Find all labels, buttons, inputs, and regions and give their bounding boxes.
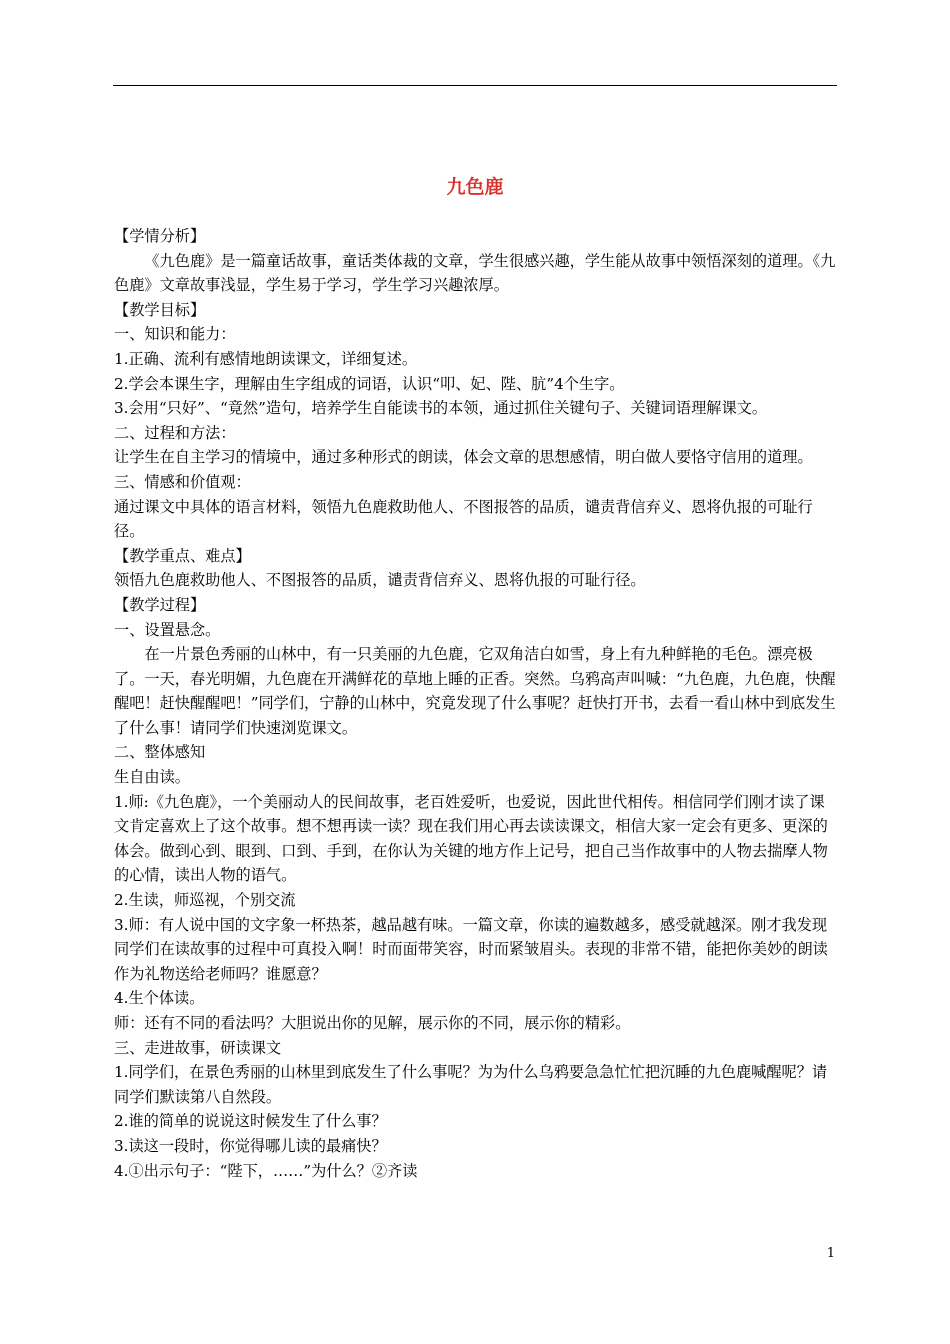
paragraph: 2.谁的简单的说说这时候发生了什么事？ <box>114 1112 387 1131</box>
document-title: 九色鹿 <box>446 176 504 198</box>
paragraph: 领悟九色鹿救助他人、不图报答的品质，谴责背信弃义、恩将仇报的可耻行径。 <box>114 571 646 590</box>
paragraph: 《九色鹿》是一篇童话故事，童话类体裁的文章，学生很感兴趣，学生能从故事中领悟深刻的道理。《九色鹿》文章故事浅显，学生易于学习，学生学习兴趣浓厚。 <box>114 251 836 295</box>
page-number: 1 <box>826 1246 835 1261</box>
paragraph: 3.会用“只好”、“竟然”造句，培养学生自能读书的本领，通过抓住关键句子、关键词语理解课文。 <box>114 399 768 418</box>
header-rule <box>113 85 837 86</box>
document-body <box>114 224 838 1183</box>
paragraph: 1.同学们，在景色秀丽的山林里到底发生了什么事呢？为为什么乌鸦要急急忙忙把沉睡的九色鹿喊醒呢？请同学们默读第八自然段。 <box>114 1063 828 1106</box>
paragraph: 4.①出示句子：“陛下，……”为什么？②齐读 <box>114 1161 418 1180</box>
paragraph: 1.师:《九色鹿》，一个美丽动人的民间故事，老百姓爱听，也爱说，因此世代相传。相信同学们刚才读了课文肯定喜欢上了这个故事。想不想再读一读？现在我们用心再去读读课文，相信大家一定会有更多、更深的体会。做到心到、眼到、口到、手到，在你认为关键的地方作上记号，把自己当作故事中的人物去揣摩人物的心情，读出人物的语气。 <box>114 792 828 885</box>
paragraph: 让学生在自主学习的情境中，通过多种形式的朗读，体会文章的思想感情，明白做人要恪守信用的道理。 <box>114 448 813 467</box>
paragraph: 2.学会本课生字，理解由生字组成的词语，认识“叩、妃、陛、肮”4个生字。 <box>114 374 625 393</box>
paragraph: 【学情分析】 <box>114 227 206 245</box>
paragraph: 一、知识和能力： <box>114 325 236 344</box>
paragraph: 三、情感和价值观： <box>114 472 251 491</box>
paragraph: 【教学重点、难点】 <box>114 546 251 565</box>
paragraph: 二、过程和方法： <box>114 423 236 442</box>
paragraph: 一、设置悬念。 <box>114 620 221 639</box>
paragraph: 三、走进故事，研读课文 <box>114 1038 282 1057</box>
paragraph: 【教学过程】 <box>114 595 206 614</box>
paragraph: 3.读这一段时，你觉得哪儿读的最痛快？ <box>114 1136 387 1155</box>
paragraph: 4.生个体读。 <box>114 989 205 1008</box>
paragraph: 3.师：有人说中国的文字象一杯热茶，越品越有味。一篇文章，你读的遍数越多，感受就越深。刚才我发现同学们在读故事的过程中可真投入啊！时而面带笑容，时而紧皱眉头。表现的非常不错，能把你美妙的朗读作为礼物送给老师吗？谁愿意？ <box>114 915 828 983</box>
paragraph: 1.正确、流利有感情地朗读课文，详细复述。 <box>114 349 418 368</box>
paragraph: 在一片景色秀丽的山林中，有一只美丽的九色鹿，它双角洁白如雪，身上有九种鲜艳的毛色。漂亮极了。一天，春光明媚，九色鹿在开满鲜花的草地上睡的正香。突然。乌鸦高声叫喊：“九色鹿，九色鹿，快醒醒吧！赶快醒醒吧！”同学们，宁静的山林中，究竟发现了什么事呢？赶快打开书，去看一看山林中到底发生了什么事！请同学们快速浏览课文。 <box>114 645 836 737</box>
paragraph: 生自由读。 <box>114 768 190 787</box>
paragraph: 二、整体感知 <box>114 743 206 762</box>
paragraph: 通过课文中具体的语言材料，领悟九色鹿救助他人、不图报答的品质，谴责背信弃义、恩将仇报的可耻行径。 <box>114 497 813 541</box>
paragraph: 【教学目标】 <box>114 300 206 319</box>
paragraph: 2.生读，师巡视，个别交流 <box>114 891 296 910</box>
paragraph: 师：还有不同的看法吗？大胆说出你的见解，展示你的不同，展示你的精彩。 <box>114 1014 631 1032</box>
